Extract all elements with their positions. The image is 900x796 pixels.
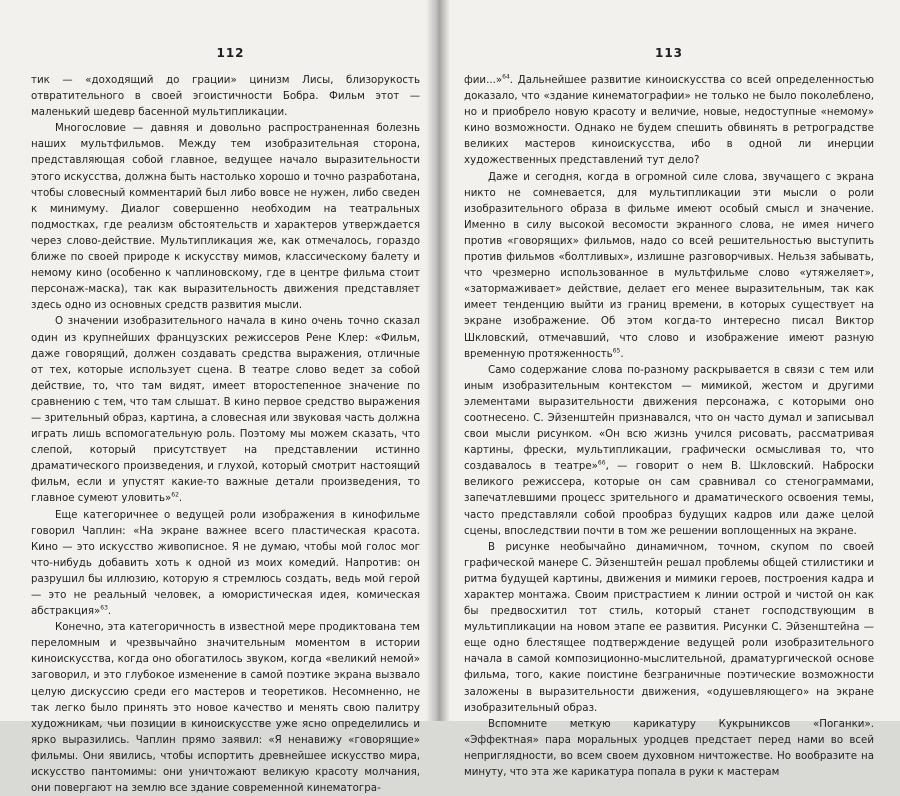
paragraph: Даже и сегодня, когда в огромной силе слова, звучащего с экрана никто не сомневается, для мультипликации эти мысли о роли изобразительного образа в фильме имеют особый смысл и значение. Именно в силу высокой весомости экранного слова, не имея ничего против «говорящих» фильмов, надо со всей решительностью выступить против фильмов «болтливых», излишне разговорчивых. Нельзя забывать, что чрезмерно использованное в мультфильме слово «утяжеляет», «затормаживает» действие, делает его менее выразительным, так как имеет тенденцию выйти из границ времени, в которых существует на экране изображение. Об этом когда-то интересно писал Виктор Шкловский, отмечавший, что слово и изображение имеют разную временную протяженность$^{65}$. (464, 170, 874, 360)
page-number: 113 (654, 46, 684, 60)
paragraph: В рисунке необычайно динамичном, точном, скупом по своей графической манере С. Эйзенштейн решал проблемы общей стилистики и ритма будущей картины, движения и мимики героев, построения кадра и характер монтажа. Своим пристрастием к линии острой и чистой он как бы предвосхитил тот стиль, который станет господствующим в мультипликации на новом этапе ее развития. Рисунки С. Эйзенштейна — еще одно блестящее подтверждение ведущей роли изобразительного начала в самой композиционно-мыслительной, драматургической основе фильма, того, какие поистине безграничные поэтические возможности заложены в выразительности движения, «одушевляющего» на экране изобразительный образ. (464, 540, 874, 714)
paragraph: Конечно, эта категоричность в известной мере продиктована тем переломным и чрезвычайно значительным моментом в истории киноискусства, когда оно обогатилось звуком, когда «великий немой» заговорил, и это глубокое изменение в самой поэтике экрана вызвало целую дискуссию среди его мастеров и теоретиков. Несомненно, не так легко было принять это новое качество и менять свою палитру художникам, чьи позиции в киноискусстве уже ясно определились и ярко выразились. Чаплин прямо заявил: «Я ненавижу «говорящие» фильмы. Они явились, чтобы испортить древнейшее искусство мира, искусство пантомимы: они уничтожают великую красоту молчания, они повергают на землю все здание современной кинематогра- (31, 621, 420, 795)
paragraph-text: фии...» (464, 74, 503, 86)
paragraph-text: . Дальнейшее развитие киноискусства со всей определенностью доказало, что «здание кинематографии» не только не было поколеблено, но и приобрело новую красоту и величие, новые, недоступные «немому» кино возможности. Однако не будем спешить обвинять в ретроградстве великих мастеров киноискусства, ибо в одной ли инерции художественных представлений тут дело? (464, 74, 874, 167)
footnote-ref: 63 (100, 604, 108, 612)
paragraph: Еще категоричнее о ведущей роли изображения в кинофильме говорил Чаплин: «На экране важнее всего пластическая красота. Кино — это искусство живописное. Я не думаю, чтобы мой голос мог что-нибудь добавить хоть к одной из моих комедий. Напротив: он разрушил бы иллюзию, которую я стремлюсь создать, ведь мой герой — это не реальный человек, а юмористическая идея, комическая абстракция»$^{63}$. (31, 508, 420, 618)
paragraph: Многословие — давняя и довольно распространенная болезнь наших мультфильмов. Между тем изобразительная сторона, представляющая собой главное, ведущее начало выразительности этого искусства, должна быть настолько хорошо и точно разработана, чтобы словесный комментарий был либо вовсе не нужен, либо сведен к минимуму. Диалог совершенно необходим на театральных подмостках, где реализм обстоятельств и характеров утверждается через слово-действие. Мультипликация же, как отмечалось, гораздо ближе по своей природе к искусству мимов, классическому балету и немому кино (особенно к чаплиновскому, где в центре фильма стоит персонаж-маска), так как выразительность движения представляет здесь одно из основных средств развития мысли. (31, 122, 420, 312)
page-number: 112 (216, 46, 245, 60)
paragraph: Вспомните меткую карикатуру Кукрыниксов «Поганки». «Эффектная» пара моральных уродцев предстает перед нами во всей неприглядности, во всем своем духовном ничтожестве. Но вообразите на минуту, что эта же карикатура попала в руки к мастерам (464, 717, 874, 779)
book-gutter (426, 0, 450, 721)
paragraph-text: Даже и сегодня, когда в огромной силе слова, звучащего с экрана никто не сомневается, для мультипликации эти мысли о роли изобразительного образа в фильме имеют особый смысл и значение. Именно в силу высокой весомости экранного слова, не имея ничего против «говорящих» фильмов, надо со всей решительностью выступить против фильмов «болтливых», излишне разговорчивых. Нельзя забывать, что чрезмерно использованное в мультфильме слово «утяжеляет», «затормаживает» действие, делает его менее выразительным, так как имеет тенденцию выйти из границ времени, в которых существует на экране изображение. Об этом когда-то интересно писал Виктор Шкловский, отмечавший, что слово и изображение имеют разную временную протяженность (464, 170, 874, 360)
paragraph-text: Само содержание слова по-разному раскрывается в связи с тем или иным изобразительным контекстом — мимикой, жестом и другими элементами выразительности движения персонажа, с которыми оно соотнесено. С. Эйзенштейн признавался, что он часто думал и записывал свои мысли рисунком. «Он всю жизнь учился рисовать, рассматривая картины, фрески, мультипликации, графически осмысливая то, что создавалось в театре» (464, 363, 874, 473)
footnote-ref: 66 (597, 459, 606, 467)
page-body (31, 72, 420, 796)
page-body (464, 72, 874, 780)
paragraph: тик — «доходящий до грации» цинизм Лисы, близорукость отвратительного в своей эгоистичности Бобра. Фильм этот — маленький шедевр басенной мультипликации. (31, 74, 420, 119)
footnote-ref: 62 (171, 492, 179, 500)
paragraph (464, 72, 874, 169)
paragraph-text: , — говорит о нем В. Шкловский. Наброски великого режиссера, которые он сам сравнивал со стенограммами, запечатлевшими процесс зрительного и драматического освоения темы, часто представляли собой прообраз будущих кадров или даже целой сцены, впоследствии почти в том же решении воплощенных на экране. (464, 460, 874, 537)
paragraph-text: Еще категоричнее о ведущей роли изображения в кинофильме говорил Чаплин: «На экране важнее всего пластическая красота. Кино — это искусство живописное. Я не думаю, чтобы мой голос мог что-нибудь добавить хоть к одной из моих комедий. Напротив: он разрушил бы иллюзию, которую я стремлюсь создать, ведь мой герой — это не реальный человек, а юмористическая идея, комическая абстракция» (31, 508, 420, 618)
footnote-ref: 65 (612, 347, 621, 355)
paragraph-text: О значении изобразительного начала в кино очень точно сказал один из крупнейших французских режиссеров Рене Клер: «Фильм, даже говорящий, должен создавать средства выражения, отличные от тех, которые использует сцена. В театре слово ведет за собой действие, то, что там видят, имеет второстепенное значение по сравнению с тем, что там слышат. В кино первое средство выражения — зрительный образ, картина, а словесная или звуковая часть должна играть лишь вспомогательную роль. Поэтому мы можем сказать, что слепой, который присутствует на представлении истинно драматического произведения, и глухой, который смотрит настоящий фильм, если и упустят какие-то важные детали произведения, то главное сумеют уловить» (31, 315, 420, 505)
footnote-ref: 64 (502, 73, 510, 81)
paragraph: О значении изобразительного начала в кино очень точно сказал один из крупнейших французских режиссеров Рене Клер: «Фильм, даже говорящий, должен создавать средства выражения, отличные от тех, которые использует сцена. В театре слово ведет за собой действие, то, что там видят, имеет второстепенное значение по сравнению с тем, что там слышат. В кино первое средство выражения — зрительный образ, картина, а словесная или звуковая часть должна играть лишь вспомогательную роль. Поэтому мы можем сказать, что слепой, который присутствует на представлении истинно драматического произведения, и глухой, который смотрит настоящий фильм, если и упустят какие-то важные детали произведения, то главное сумеют уловить»$^{62}$. (31, 315, 420, 505)
paragraph (464, 362, 874, 539)
right-page (438, 0, 900, 779)
left-page (0, 0, 438, 795)
